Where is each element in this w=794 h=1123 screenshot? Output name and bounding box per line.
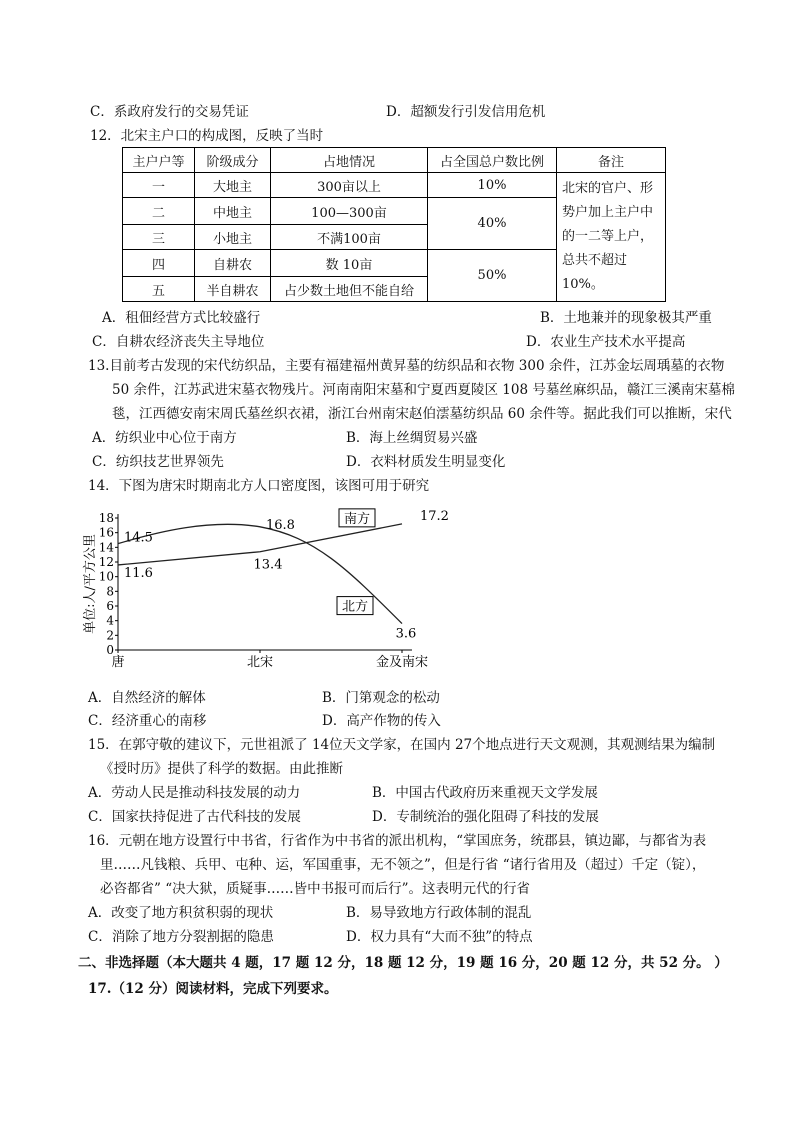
table-cell: 一 (123, 173, 195, 198)
y-tick-label: 0 (106, 643, 114, 657)
data-label: 11.6 (124, 565, 153, 581)
data-label: 13.4 (253, 557, 283, 573)
table-cell: 五 (123, 277, 195, 302)
q13-option-a: A．纺织业中心位于南方 (92, 430, 237, 446)
table-header: 备注 (557, 148, 666, 173)
q14-option-a: A．自然经济的解体 (88, 690, 206, 706)
q13-option-d: D．衣料材质发生明显变化 (346, 454, 506, 470)
section-heading: 二、非选择题（本大题共 4 题，17 题 12 分，18 题 12 分，19 题 16 分，20 题 12 分，共 52 分。 ） (78, 955, 728, 971)
q12-table (122, 147, 666, 302)
q15-stem-line1: 15．在郭守敬的建议下，元世祖派了 14位天文学家，在国内 27个地点进行天文观测，其观测结果为编制 (88, 737, 716, 753)
table-header-row (123, 148, 666, 173)
table-cell: 数 10亩 (271, 250, 428, 277)
table-cell: 50% (428, 250, 557, 302)
table-cell: 不满100亩 (271, 225, 428, 250)
table-cell: 中地主 (195, 198, 271, 225)
q16-stem-line1: 16．元朝在地方设置行中书省，行省作为中书省的派出机构，“掌国庶务，统郡县，镇边鄙，与都省为表 (88, 833, 707, 849)
q16-option-d: D．权力具有“大而不独”的特点 (346, 929, 533, 945)
x-tick-label: 金及南宋 (375, 655, 429, 670)
q15-option-b: B．中国古代政府历来重视天文学发展 (372, 785, 598, 801)
y-axis-title (83, 534, 98, 634)
table-cell: 小地主 (195, 225, 271, 250)
q15-option-c: C．国家扶持促进了古代科技的发展 (88, 809, 301, 825)
table-header: 占全国总户数比例 (428, 148, 557, 173)
q16-stem-line2: 里……凡钱粮、兵甲、屯种、运，军国重事，无不领之”，但是行省 “诸行省用及（超过）千定（锭）， (100, 857, 706, 873)
q16-option-a: A．改变了地方积贫积弱的现状 (88, 905, 274, 921)
y-tick-label: 16 (98, 525, 114, 540)
table-header: 占地情况 (271, 148, 428, 173)
q13-stem-line3: 毯，江西德安南宋周氏墓丝织衣裙，浙江台州南宋赵伯澐墓纺织品 60 余件等。据此我们可以推断，宋代 (112, 406, 732, 422)
table-cell: 半自耕农 (195, 277, 271, 302)
q12-option-a: A．租佃经营方式比较盛行 (102, 310, 261, 326)
q14-option-b: B．门第观念的松动 (322, 690, 440, 706)
q12-option-b: B．土地兼并的现象极其严重 (540, 310, 712, 326)
x-tick-label: 唐 (111, 655, 125, 670)
y-tick-label: 4 (106, 613, 114, 628)
q13-stem-line1: 13.目前考古发现的宋代纺织品，主要有福建福州黄昇墓的纺织品和衣物 300 余件，江苏金坛周瑀墓的衣物 (88, 358, 725, 374)
table-cell: 40% (428, 198, 557, 250)
data-label: 17.2 (420, 508, 449, 524)
table-cell: 300亩以上 (271, 173, 428, 198)
series-name-label: 北方 (341, 599, 369, 615)
y-tick-label: 2 (106, 628, 114, 643)
q14-stem: 14．下图为唐宋时期南北方人口密度图，该图可用于研究 (88, 478, 430, 494)
table-row (123, 173, 666, 198)
q16-stem-line3: 必咨都省” “决大狱，质疑事……皆中书报可而后行”。这表明元代的行省 (100, 881, 530, 897)
x-axis (111, 650, 428, 670)
y-axis-title-text: 单位:人/平方公里 (83, 534, 98, 634)
q13-option-b: B．海上丝绸贸易兴盛 (346, 430, 478, 446)
q14-option-c: C．经济重心的南移 (88, 713, 207, 729)
y-axis (99, 511, 118, 657)
table-cell: 三 (123, 225, 195, 250)
q14-option-d: D．高产作物的传入 (322, 713, 441, 729)
table-header: 阶级成分 (195, 148, 271, 173)
q16-option-b: B．易导致地方行政体制的混乱 (346, 905, 532, 921)
table-cell: 大地主 (195, 173, 271, 198)
y-tick-label: 14 (98, 540, 114, 555)
q17-stem: 17.（12 分）阅读材料，完成下列要求。 (88, 981, 338, 997)
q13-option-c: C．纺织技艺世界领先 (92, 454, 224, 470)
table-cell: 自耕农 (195, 250, 271, 277)
chart-series-legend (337, 509, 375, 615)
q13-stem-line2: 50 余件，江苏武进宋墓衣物残片。河南南阳宋墓和宁夏西夏陵区 108 号墓丝麻织品，赣江三溪南宋墓棉 (112, 382, 735, 398)
table-cell: 四 (123, 250, 195, 277)
q11-option-d: D．超额发行引发信用危机 (386, 104, 546, 120)
y-tick-label: 8 (106, 584, 114, 599)
table-cell: 10% (428, 173, 557, 198)
data-label: 3.6 (395, 626, 417, 642)
q12-stem: 12．北宋主户口的构成图，反映了当时 (90, 128, 324, 144)
q11-option-c: C．系政府发行的交易凭证 (90, 104, 249, 120)
table-header: 主户户等 (123, 148, 195, 173)
y-tick-label: 18 (98, 511, 114, 525)
data-label: 14.5 (124, 530, 153, 546)
y-tick-label: 10 (98, 569, 114, 584)
data-label: 16.8 (266, 517, 295, 533)
y-tick-label: 6 (106, 599, 114, 613)
y-tick-label: 12 (98, 555, 114, 569)
q15-option-d: D．专制统治的强化阻碍了科技的发展 (372, 809, 599, 825)
q16-option-c: C．消除了地方分裂割据的隐患 (88, 929, 274, 945)
table-cell: 占少数土地但不能自给 (271, 277, 428, 302)
population-density-chart (80, 505, 450, 675)
q12-option-d: D．农业生产技术水平提高 (526, 334, 686, 350)
q12-option-c: C．自耕农经济丧失主导地位 (92, 334, 265, 350)
series-name-label: 南方 (343, 511, 371, 527)
table-cell: 100—300亩 (271, 198, 428, 225)
q15-option-a: A．劳动人民是推动科技发展的动力 (88, 785, 301, 801)
x-tick-label: 北宋 (246, 655, 274, 670)
q15-stem-line2: 《授时历》提供了科学的数据。由此推断 (100, 761, 343, 777)
table-cell: 二 (123, 198, 195, 225)
table-note: 北宋的官户、形势户加上主户中的一二等上户，总共不超过10%。 (557, 173, 666, 302)
